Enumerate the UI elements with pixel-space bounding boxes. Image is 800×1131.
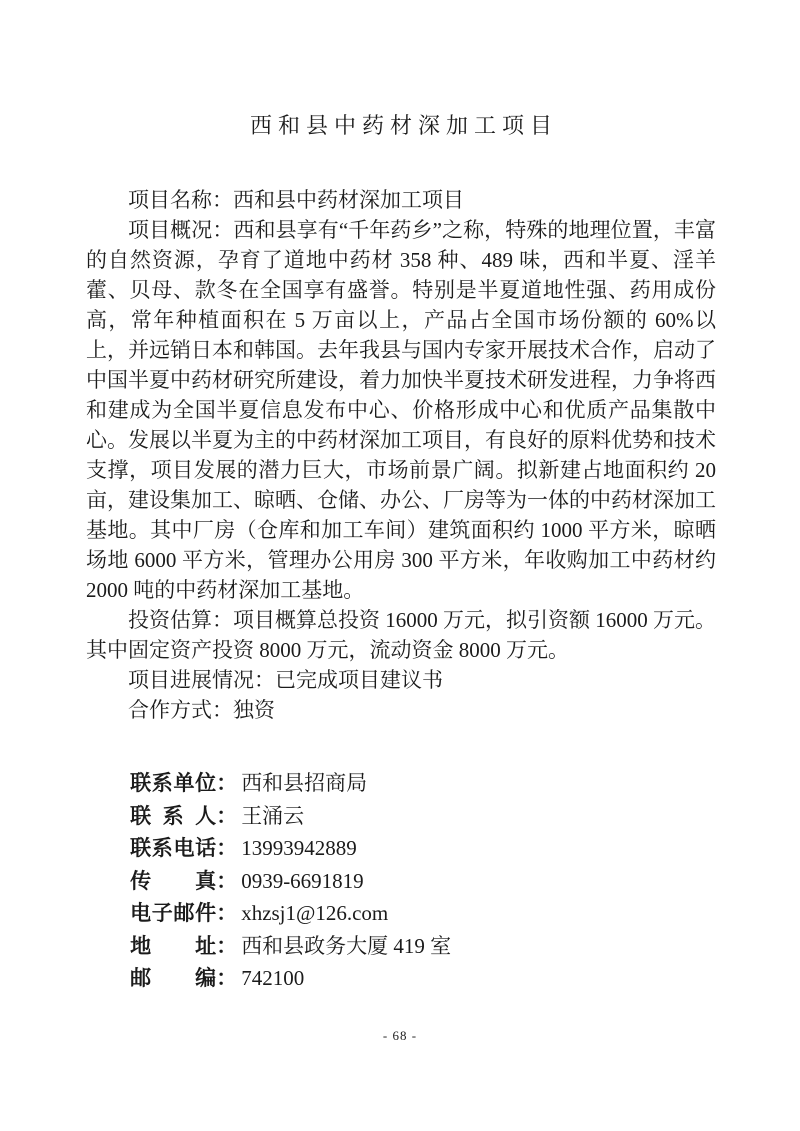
paragraph-cooperation-mode: 合作方式：独资 (128, 698, 275, 722)
page-content (86, 0, 716, 995)
contact-row-phone (130, 832, 716, 865)
page-number: - 68 - (382, 1028, 418, 1043)
contact-label-address: 地址 (130, 933, 217, 958)
contact-row-unit (130, 767, 716, 800)
page-title: 西和县中药材深加工项目 (249, 113, 558, 138)
contact-value-fax: 0939-6691819 (241, 868, 364, 893)
contact-value-address: 西和县政务大厦 419 室 (241, 933, 452, 958)
contact-colon: ： (216, 771, 238, 795)
contact-colon: ： (216, 803, 238, 828)
paragraph-investment-estimate: 投资估算：项目概算总投资 16000 万元，拟引资额 16000 万元。其中固定资产投资 8000 万元，流动资金 8000 万元。 (86, 608, 716, 662)
paragraph-project-progress: 项目进展情况：已完成项目建议书 (128, 668, 443, 692)
contact-value-phone: 13993942889 (241, 836, 357, 860)
contact-value-unit: 西和县招商局 (241, 771, 368, 795)
contact-row-fax (130, 865, 716, 898)
contact-row-address (130, 930, 716, 963)
contact-label-postcode: 邮编 (130, 966, 217, 990)
contact-label-unit: 联系单位 (130, 771, 217, 795)
contact-label-fax: 传真 (130, 868, 217, 893)
contact-value-postcode: 742100 (241, 966, 305, 990)
contact-colon: ： (216, 933, 238, 958)
paragraph-project-name: 项目名称：西和县中药材深加工项目 (128, 188, 464, 212)
contact-colon: ： (216, 836, 238, 860)
contact-label-person: 联系人 (130, 803, 217, 828)
contact-label-phone: 联系电话 (130, 836, 217, 860)
contact-info (86, 767, 716, 995)
contact-value-email: xhzsj1@126.com (241, 901, 389, 925)
contact-value-person: 王涌云 (241, 803, 305, 828)
contact-label-email: 电子邮件 (130, 901, 217, 925)
contact-colon: ： (216, 901, 238, 925)
contact-row-email (130, 897, 716, 930)
contact-colon: ： (216, 868, 238, 893)
contact-row-person (130, 800, 716, 833)
paragraph-project-overview: 项目概况：西和县享有“千年药乡”之称，特殊的地理位置，丰富的自然资源，孕育了道地中药材 358 种、489 味，西和半夏、淫羊藿、贝母、款冬在全国享有盛誉。特别是半夏道地性强、药用成份高，常年种植面积在 5 万亩以上，产品占全国市场份额的 60%以上，并远销日本和韩国。去年我县与国内专家开展技术合作，启动了中国半夏中药材研究所建设，着力加快半夏技术研发进程，力争将西和建成为全国半夏信息发布中心、价格形成中心和优质产品集散中心。发展以半夏为主的中药材深加工项目，有良好的原料优势和技术支撑，项目发展的潜力巨大，市场前景广阔。拟新建占地面积约 20 亩，建设集加工、晾晒、仓储、办公、厂房等为一体的中药材深加工基地。其中厂房（仓库和加工车间）建筑面积约 1000 平方米，晾晒场地 6000 平方米，管理办公用房 300 平方米，年收购加工中药材约 2000 吨的中药材深加工基地。 (86, 218, 716, 602)
contact-row-postcode (130, 962, 716, 995)
body-text (86, 185, 716, 725)
contact-colon: ： (216, 966, 238, 990)
